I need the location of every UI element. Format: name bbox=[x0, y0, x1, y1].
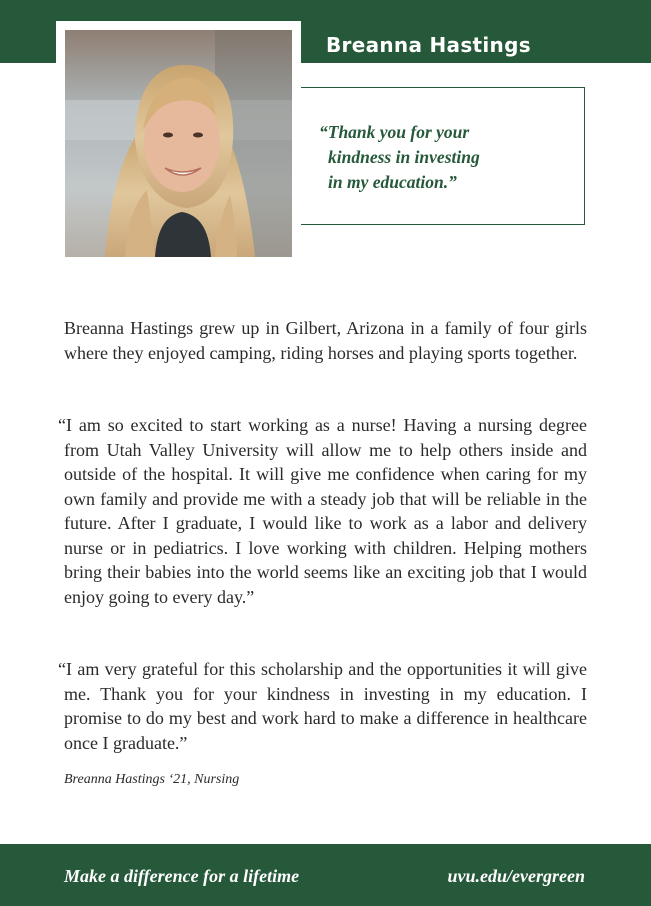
quote-paragraph-2: “I am very grateful for this scholarship and the opportunities it will give me. Thank you for your kindness in investing in my education. I promise to do my best and work hard to make a difference in healthcare once I graduate.” bbox=[58, 659, 587, 753]
pull-quote-line: “Thank you for your bbox=[319, 122, 470, 142]
intro-paragraph: Breanna Hastings grew up in Gilbert, Arizona in a family of four girls where they enjoyed camping, riding horses and playing sports together. bbox=[64, 318, 587, 363]
footer-tagline: Make a difference for a lifetime bbox=[64, 866, 300, 886]
portrait-illustration bbox=[65, 30, 292, 257]
pull-quote-line: in my education.” bbox=[328, 172, 457, 192]
quote-paragraph-1: “I am so excited to start working as a nurse! Having a nursing degree from Utah Valley University will allow me to help others inside and outside of the hospital. It will give me confidence when caring for my own family and provide me with a steady job that will be reliable in the future. After I graduate, I would like to work as a labor and delivery nurse or in pediatrics. I love working with children. Helping mothers bring their babies into the world seems like an exciting job that I would enjoy going to every day.” bbox=[58, 415, 587, 607]
pull-quote bbox=[319, 120, 549, 195]
signature: Breanna Hastings ‘21, Nursing bbox=[64, 772, 240, 787]
footer-website[interactable]: uvu.edu/evergreen bbox=[447, 866, 585, 886]
profile-name: Breanna Hastings bbox=[326, 33, 531, 57]
portrait-photo bbox=[65, 30, 292, 257]
pull-quote-line: kindness in investing bbox=[328, 147, 480, 167]
portrait-frame bbox=[56, 21, 301, 265]
